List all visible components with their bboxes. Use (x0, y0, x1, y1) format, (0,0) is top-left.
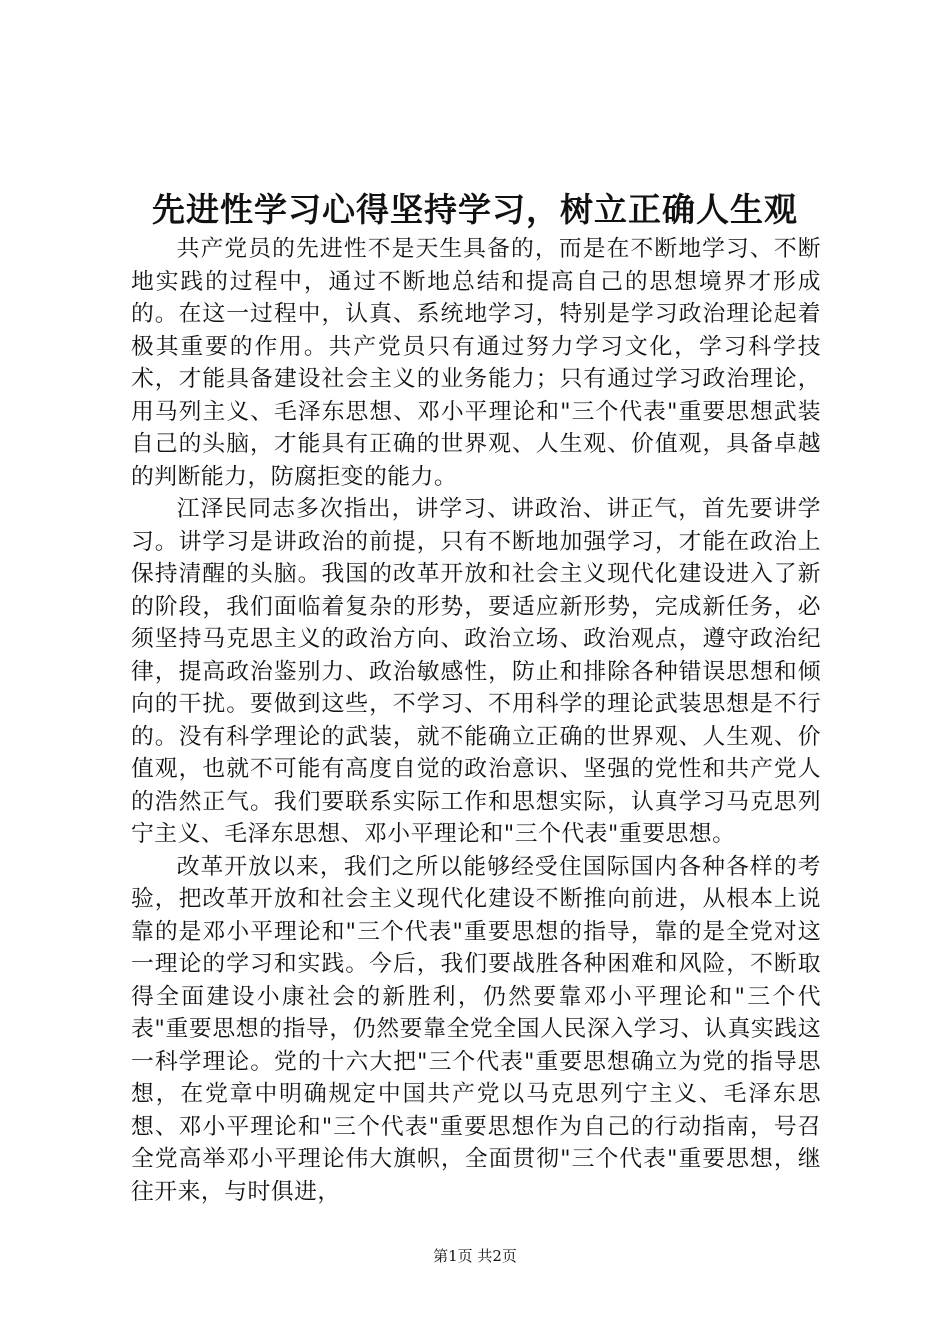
document-body (131, 233, 821, 1208)
page-number: 第1页 共2页 (433, 1247, 517, 1265)
document-title: 先进性学习心得坚持学习，树立正确人生观 (152, 190, 798, 229)
paragraph-1: 共产党员的先进性不是天生具备的，而是在不断地学习、不断地实践的过程中，通过不断地总结和提高自己的思想境界才形成的。在这一过程中，认真、系统地学习，特别是学习政治理论起着极其重要的作用。共产党员只有通过努力学习文化，学习科学技术，才能具备建设社会主义的业务能力；只有通过学习政治理论，用马列主义、毛泽东思想、邓小平理论和"三个代表"重要思想武装自己的头脑，才能具有正确的世界观、人生观、价值观，具备卓越的判断能力，防腐拒变的能力。 (131, 236, 821, 490)
page-footer (0, 1245, 950, 1267)
paragraph-3: 改革开放以来，我们之所以能够经受住国际国内各种各样的考验，把改革开放和社会主义现代化建设不断推向前进，从根本上说靠的是邓小平理论和"三个代表"重要思想的指导，靠的是全党对这一理论的学习和实践。今后，我们要战胜各种困难和风险，不断取得全面建设小康社会的新胜利，仍然要靠邓小平理论和"三个代表"重要思想的指导，仍然要靠全党全国人民深入学习、认真实践这一科学理论。党的十六大把"三个代表"重要思想确立为党的指导思想，在党章中明确规定中国共产党以马克思列宁主义、毛泽东思想、邓小平理论和"三个代表"重要思想作为自己的行动指南，号召全党高举邓小平理论伟大旗帜，全面贯彻"三个代表"重要思想，继往开来，与时俱进， (131, 853, 821, 1205)
paragraph-2: 江泽民同志多次指出，讲学习、讲政治、讲正气，首先要讲学习。讲学习是讲政治的前提，只有不断地加强学习，才能在政治上保持清醒的头脑。我国的改革开放和社会主义现代化建设进入了新的阶段，我们面临着复杂的形势，要适应新形势，完成新任务，必须坚持马克思主义的政治方向、政治立场、政治观点，遵守政治纪律，提高政治鉴别力、政治敏感性，防止和排除各种错误思想和倾向的干扰。要做到这些，不学习、不用科学的理论武装思想是不行的。没有科学理论的武装，就不能确立正确的世界观、人生观、价值观，也就不可能有高度自觉的政治意识、坚强的党性和共产党人的浩然正气。我们要联系实际工作和思想实际，认真学习马克思列宁主义、毛泽东思想、邓小平理论和"三个代表"重要思想。 (131, 496, 821, 847)
